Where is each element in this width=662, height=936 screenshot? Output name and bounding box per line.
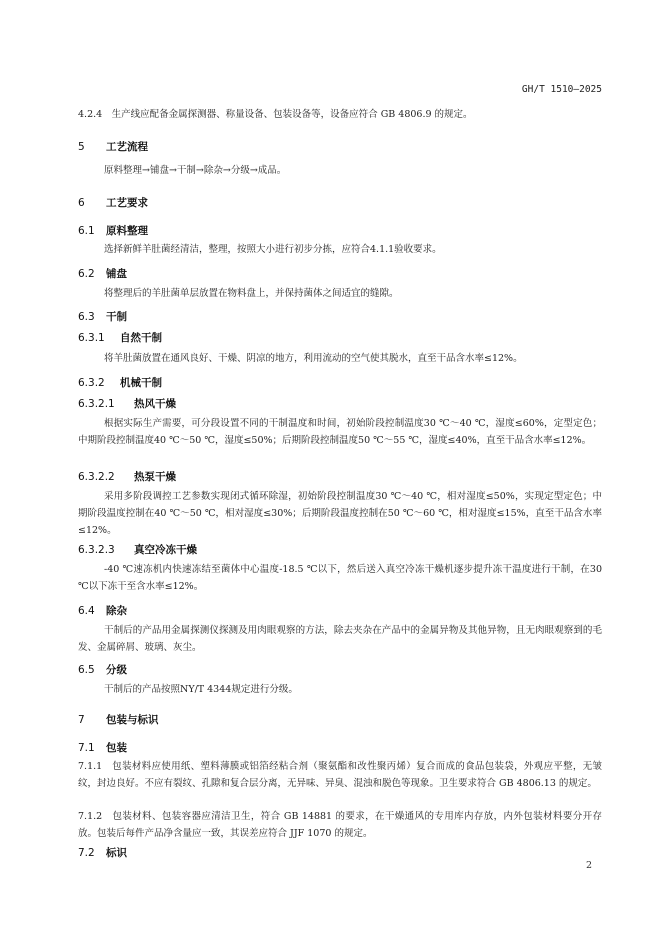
para-6-2: 将整理后的羊肚菌单层放置在物料盘上，并保持菌体之间适宜的缝隙。 xyxy=(104,288,399,299)
para-6-5: 干制后的产品按照NY/T 4344规定进行分级。 xyxy=(104,684,298,695)
heading-6-5 xyxy=(78,662,127,677)
heading-6-3-2-2 xyxy=(78,469,176,484)
heading-number: 6.3.2.3 xyxy=(78,544,115,556)
heading-number: 6.5 xyxy=(78,664,95,676)
heading-title: 干制 xyxy=(106,311,127,323)
heading-number: 7.1 xyxy=(78,742,95,754)
heading-6-3-1 xyxy=(78,330,162,345)
heading-number: 6.3.1 xyxy=(78,332,105,344)
heading-number: 6.3.2 xyxy=(78,377,105,389)
heading-number: 6.4 xyxy=(78,605,95,617)
heading-6-4 xyxy=(78,603,127,618)
heading-number: 6.2 xyxy=(78,268,95,280)
heading-number: 6.3.2.1 xyxy=(78,398,115,410)
heading-number: 6.1 xyxy=(78,225,95,237)
heading-title: 分级 xyxy=(106,664,127,676)
heading-title: 包装与标识 xyxy=(106,714,159,726)
heading-title: 除杂 xyxy=(106,605,127,617)
clause-7-1-1: 7.1.1 包装材料应使用纸、塑料薄膜或铝箔经粘合剂（聚氨酯和改性聚丙烯）复合而成的食品包装袋，外观应平整，无皱纹，封边良好。不应有裂纹、孔隙和复合层分离，无异味、异臭、混浊和脱色等现象。卫生要求符合 GB 4806.13 的规定。 xyxy=(78,761,602,789)
heading-6-3-2-3 xyxy=(78,542,197,557)
heading-title: 工艺要求 xyxy=(106,197,148,209)
heading-title: 原料整理 xyxy=(106,225,148,237)
heading-number: 7 xyxy=(78,714,85,726)
heading-6-1 xyxy=(78,223,148,238)
heading-title: 机械干制 xyxy=(120,377,162,389)
standard-code: GH/T 1510—2025 xyxy=(521,84,602,95)
heading-6-3 xyxy=(78,309,127,324)
heading-number: 7.2 xyxy=(78,847,95,859)
para-5: 原料整理→铺盘→干制→除杂→分级→成品。 xyxy=(104,165,287,176)
heading-number: 6.3.2.2 xyxy=(78,471,115,483)
heading-6 xyxy=(78,195,148,210)
heading-title: 真空冷冻干燥 xyxy=(134,544,197,556)
clause-4-2-4: 4.2.4 生产线应配备金属探测器、称量设备、包装设备等，设备应符合 GB 4806.9 的规定。 xyxy=(78,109,473,120)
heading-title: 工艺流程 xyxy=(106,141,148,153)
para-6-3-2-1: 根据实际生产需要，可分段设置不同的干制温度和时间，初始阶段控制温度30 ℃～40 ℃，湿度≤60%，定型定色；中期阶段控制温度40 ℃～50 ℃，湿度≤50%；后期阶段控制温度50 ℃～55 ℃，湿度≤40%，直至干品含水率≤12%。 xyxy=(78,418,602,446)
heading-7-2 xyxy=(78,845,127,860)
para-6-3-1: 将羊肚菌放置在通风良好、干燥、阴凉的地方，利用流动的空气使其脱水，直至干品含水率≤12%。 xyxy=(104,353,523,364)
heading-number: 6 xyxy=(78,197,85,209)
heading-6-3-2-1 xyxy=(78,396,176,411)
heading-title: 热风干燥 xyxy=(134,398,176,410)
heading-title: 标识 xyxy=(106,847,127,859)
para-6-1: 选择新鲜羊肚菌经清洁，整理，按照大小进行初步分拣，应符合4.1.1验收要求。 xyxy=(104,244,442,255)
heading-number: 5 xyxy=(78,141,85,153)
heading-6-2 xyxy=(78,266,127,281)
heading-title: 包装 xyxy=(106,742,127,754)
heading-title: 铺盘 xyxy=(106,268,127,280)
para-6-3-2-3: -40 ℃速冻机内快速冻结至菌体中心温度-18.5 ℃以下，然后送入真空冷冻干燥机逐步提升冻干温度进行干制，在30 ℃以下冻干至含水率≤12%。 xyxy=(78,564,602,592)
heading-6-3-2 xyxy=(78,375,162,390)
heading-5 xyxy=(78,139,148,154)
para-6-3-2-2: 采用多阶段调控工艺参数实现闭式循环除湿，初始阶段控制温度30 ℃～40 ℃，相对湿度≤50%，实现定型定色；中期阶段温度控制在40 ℃～50 ℃，相对湿度≤30%；后期阶段温度控制在50 ℃～60 ℃，相对湿度≤15%，直至干品含水率≤12%。 xyxy=(78,491,602,536)
heading-title: 自然干制 xyxy=(120,332,162,344)
para-6-4: 干制后的产品用金属探测仪探测及用肉眼观察的方法，除去夹杂在产品中的金属异物及其他异物，且无肉眼观察到的毛发、金属碎屑、玻璃、灰尘。 xyxy=(78,625,602,653)
heading-number: 6.3 xyxy=(78,311,95,323)
heading-title: 热泵干燥 xyxy=(134,471,176,483)
heading-7 xyxy=(78,712,159,727)
clause-7-1-2: 7.1.2 包装材料、包装容器应清洁卫生，符合 GB 14881 的要求，在干燥通风的专用库内存放，内外包装材料要分开存放。包装后每件产品净含量应一致，其误差应符合 JJF 1070 的规定。 xyxy=(78,811,602,839)
heading-7-1 xyxy=(78,740,127,755)
page-number: 2 xyxy=(585,860,592,871)
